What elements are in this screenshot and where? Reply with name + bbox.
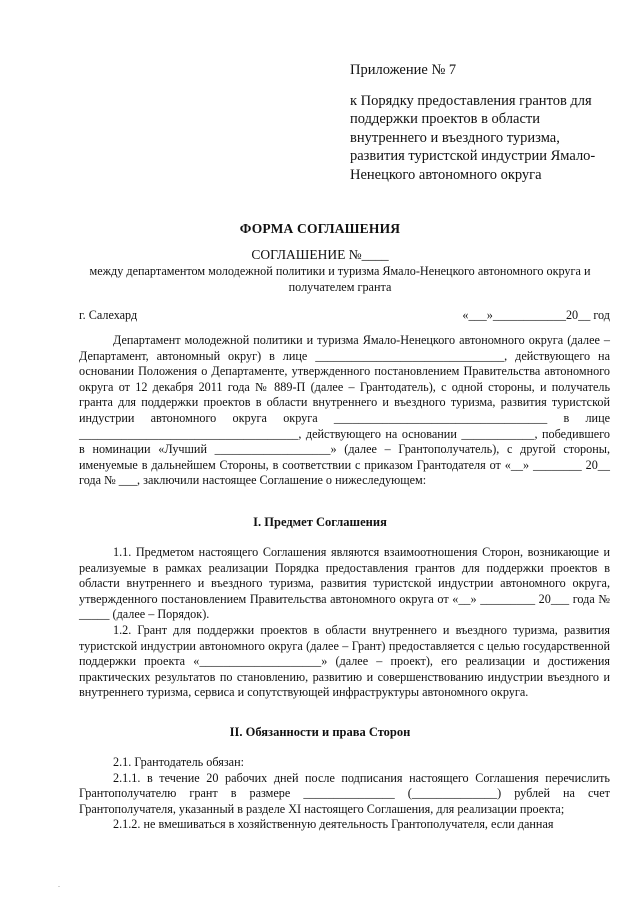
clause-2-1: 2.1. Грантодатель обязан:: [113, 755, 244, 769]
scan-mark: .: [58, 880, 60, 889]
clause-2-1-1: 2.1.1. в течение 20 рабочих дней после подписания настоящего Соглашения перечислить Грантополучателю грант в размере _______________ (______________) рублей на счет Грантополучателя, указанный в разделе XI настоящего Соглашения, для реализации проекта;: [79, 770, 610, 816]
agreement-title: СОГЛАШЕНИЕ №____: [251, 247, 389, 262]
annex-block: [350, 61, 615, 184]
section-2-heading: II. Обязанности и права Сторон: [229, 725, 411, 739]
preamble-paragraph: Департамент молодежной политики и туризма Ямало-Ненецкого автономного округа (далее – Департамент, автономный округ) в лице _______________________________, действующего на основании Положения о Департаменте, утвержденного постановлением Правительства автономного округа от 12 декабря 2011 года № 889-П (далее – Грантодатель), с одной стороны, и получатель гранта для поддержки проектов в области внутреннего и въездного туризма, развития туристской индустрии автономного округа округа ___________________________________ в лице ____________________________________, действующего на основании ____________, победившего в номинации «Лучший ___________________» (далее – Грантополучатель), с другой стороны, именуемые в дальнейшем Стороны, в соответствии с приказом Грантодателя от «__» ________ 20__ года № ___, заключили настоящее Соглашение о нижеследующем:: [79, 333, 610, 488]
preamble-block: [79, 333, 610, 489]
annex-number: Приложение № 7: [350, 62, 457, 78]
annex-reference: к Порядку предоставления грантов для поддержки проектов в области внутреннего и въездного туризма, развития туристской индустрии Ямало- Ненецкого автономного округа: [350, 92, 596, 183]
section-2-body: [79, 755, 610, 833]
section-1-body: [79, 545, 610, 701]
section-1-heading: I. Предмет Соглашения: [253, 515, 387, 529]
city: г. Салехард: [79, 308, 138, 322]
agreement-date: «___»____________20__ год: [462, 308, 610, 322]
agreement-subtitle: между департаментом молодежной политики и туризма Ямало-Ненецкого автономного округа и получателем гранта: [89, 264, 591, 294]
clause-1-1: 1.1. Предметом настоящего Соглашения являются взаимоотношения Сторон, возникающие и реализуемые в рамках реализации Порядка предоставления грантов для поддержки проектов в области внутреннего и въездного туризма, развития туристской индустрии автономного округа, утвержденного постановлением Правительства автономного округа от «__» _________ 20___ года № _____ (далее – Порядок).: [79, 545, 610, 622]
clause-1-2: 1.2. Грант для поддержки проектов в области внутреннего и въездного туризма, развития туристской индустрии автономного округа (далее – Грант) предоставляется с целью государственной поддержки проекта «____________________» (далее – проект), его реализации и достижения практических результатов по становлению, развитию и совершенствованию индустрии въездного и внутреннего туризма, сервиса и сопутствующей инфраструктуры автономного округа.: [79, 622, 610, 700]
place-date-line: [79, 308, 610, 323]
clause-2-1-2: 2.1.2. не вмешиваться в хозяйственную деятельность Грантополучателя, если данная: [113, 817, 554, 832]
form-title: ФОРМА СОГЛАШЕНИЯ: [239, 221, 401, 236]
